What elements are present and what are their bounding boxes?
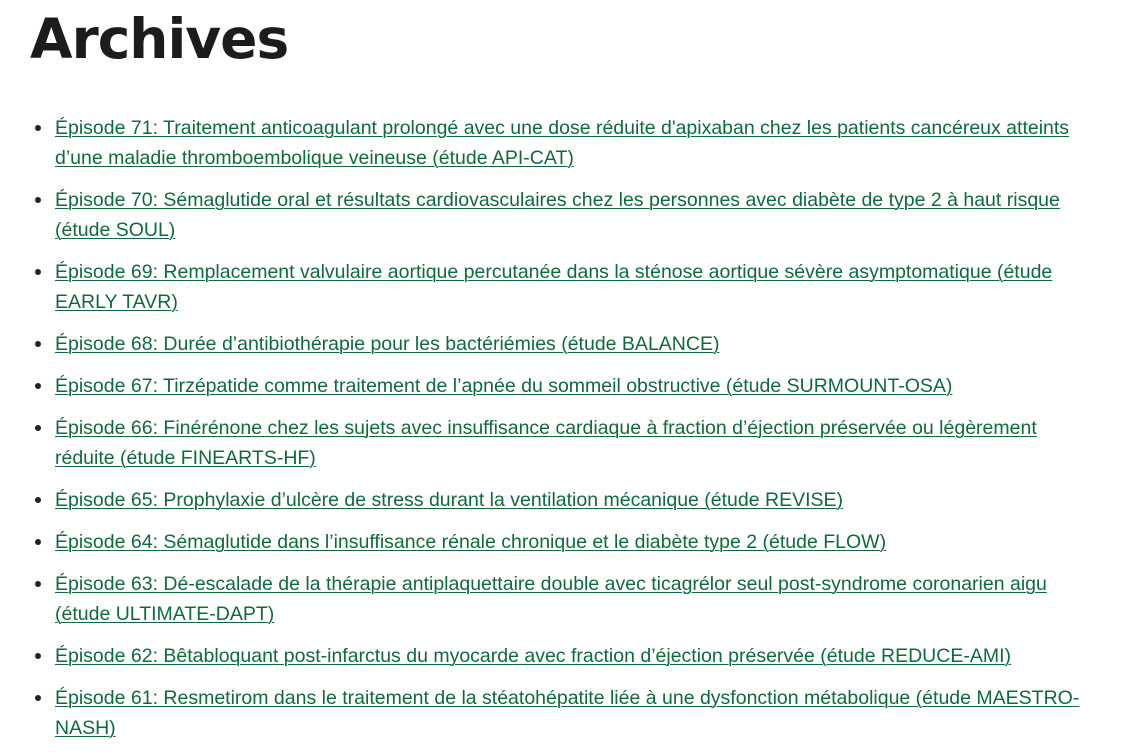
episode-67-link[interactable]: Épisode 67: Tirzépatide comme traitement de l’apnée du sommeil obstructive (étude SURMOUNT-OSA) — [55, 375, 953, 397]
episode-64-link[interactable]: Épisode 64: Sémaglutide dans l’insuffisance rénale chronique et le diabète type 2 (étude FLOW) — [55, 531, 887, 553]
episode-63-link[interactable]: Épisode 63: Dé-escalade de la thérapie antiplaquettaire double avec ticagrélor seul post-syndrome coronarien aigu (étude ULTIMATE-DAPT) — [55, 573, 1047, 625]
list-item — [55, 413, 1095, 473]
episode-66-link[interactable]: Épisode 66: Finérénone chez les sujets avec insuffisance cardiaque à fraction d’éjection préservée ou légèrement réduite (étude FINEARTS-HF) — [55, 417, 1037, 469]
list-item — [55, 371, 1095, 401]
episode-70-link[interactable]: Épisode 70: Sémaglutide oral et résultats cardiovasculaires chez les personnes avec diabète de type 2 à haut risque (étude SOUL) — [55, 189, 1060, 241]
list-item — [55, 329, 1095, 359]
list-item — [55, 641, 1095, 671]
archive-list — [55, 113, 1095, 755]
episode-68-link[interactable]: Épisode 68: Durée d’antibiothérapie pour les bactériémies (étude BALANCE) — [55, 333, 720, 355]
list-item — [55, 485, 1095, 515]
list-item — [55, 257, 1095, 317]
list-item — [55, 113, 1095, 173]
episode-69-link[interactable]: Épisode 69: Remplacement valvulaire aortique percutanée dans la sténose aortique sévère asymptomatique (étude EARLY TAVR) — [55, 261, 1053, 313]
episode-65-link[interactable]: Épisode 65: Prophylaxie d’ulcère de stress durant la ventilation mécanique (étude REVISE) — [55, 489, 844, 511]
list-item — [55, 683, 1095, 743]
episode-71-link[interactable]: Épisode 71: Traitement anticoagulant prolongé avec une dose réduite d'apixaban chez les patients cancéreux atteints d’une maladie thromboembolique veineuse (étude API-CAT) — [55, 117, 1070, 169]
episode-62-link[interactable]: Épisode 62: Bêtabloquant post-infarctus du myocarde avec fraction d’éjection préservée (étude REDUCE-AMI) — [55, 645, 1011, 667]
list-item — [55, 527, 1095, 557]
page-title: Archives — [30, 7, 289, 71]
list-item — [55, 569, 1095, 629]
episode-61-link[interactable]: Épisode 61: Resmetirom dans le traitement de la stéatohépatite liée à une dysfonction métabolique (étude MAESTRO-NASH) — [55, 687, 1080, 739]
list-item — [55, 185, 1095, 245]
